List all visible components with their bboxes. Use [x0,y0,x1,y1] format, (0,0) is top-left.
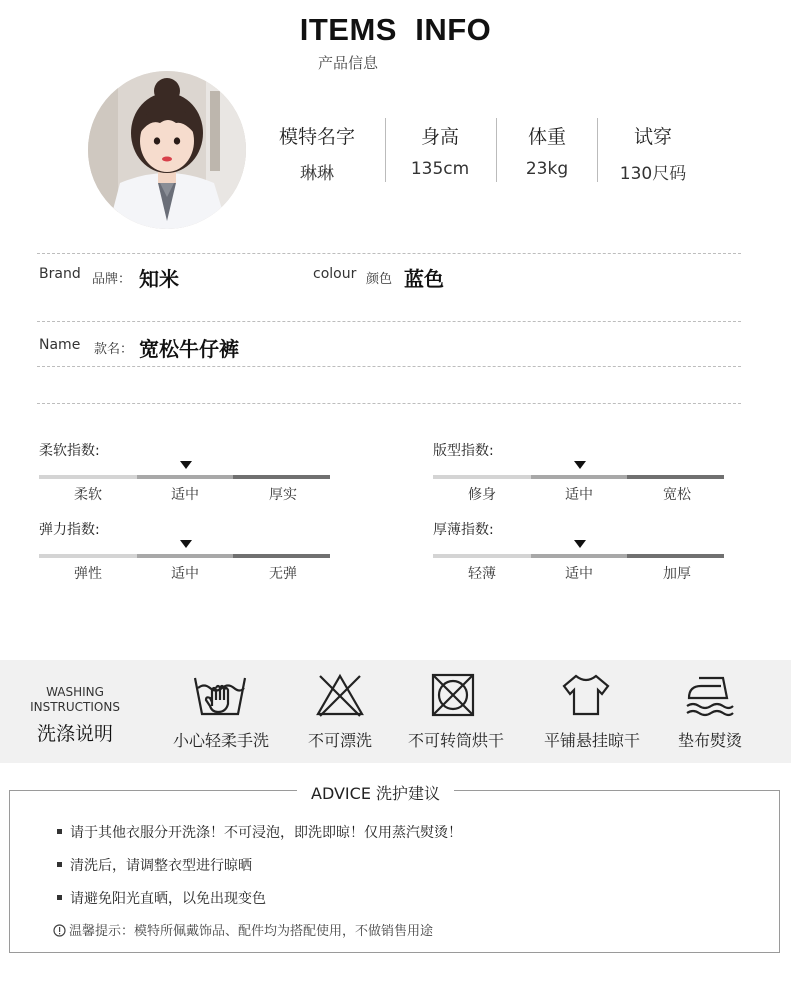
model-avatar [88,71,246,229]
bullet-icon [57,862,62,867]
colour-label-cn: 颜色 [366,272,393,287]
advice-item [57,822,462,842]
brand-label-en: Brand [39,266,81,282]
thickness-option: 轻薄 [468,566,496,582]
stat-label: 试穿 [633,126,672,148]
brand-label-cn: 品牌： [92,272,132,287]
wash-label: 不可转筒烘干 [407,731,504,750]
wash-label: 小心轻柔手洗 [172,731,269,750]
fit-bar-segment [531,475,627,479]
elasticity-index-title: 弹力指数: [39,522,100,538]
divider-dashed [37,403,741,404]
bullet-icon [57,829,62,834]
stat-value: 琳琳 [300,164,334,184]
elasticity-option: 无弹 [269,566,297,582]
advice-item [57,888,266,908]
colour-value: 蓝色 [404,267,444,291]
fit-bar-segment [433,475,531,479]
page-subtitle: 产品信息 [318,54,379,72]
thickness-bar-segment [627,554,724,558]
softness-selected-marker [180,461,192,469]
thickness-bar-segment [433,554,531,558]
softness-index-title: 柔软指数: [39,443,100,459]
wash-label: 不可漂洗 [307,731,372,750]
softness-option: 厚实 [269,487,297,503]
stat-divider [496,118,497,182]
fit-option: 宽松 [663,487,691,503]
elasticity-option: 弹性 [74,566,102,582]
divider-dashed [37,321,741,322]
thickness-bar-segment [531,554,627,558]
stat-value: 135cm [410,159,470,179]
thickness-index-title: 厚薄指数: [433,522,494,538]
elasticity-bar-segment [233,554,330,558]
stat-divider [597,118,598,182]
info-icon [53,924,66,937]
thickness-option: 加厚 [663,566,691,582]
name-label-en: Name [39,337,81,353]
stat-label: 体重 [527,126,566,148]
fit-selected-marker [574,461,586,469]
advice-text: 请于其他衣服分开洗涤！不可浸泡，即洗即晾！仅用蒸汽熨烫！ [70,825,462,841]
softness-bar-segment [39,475,137,479]
dry-flat-icon [560,672,612,722]
brand-value: 知米 [139,267,179,291]
washing-title-en [18,685,132,715]
softness-option: 适中 [171,487,199,503]
softness-option: 柔软 [74,487,102,503]
washing-title-cn: 洗涤说明 [36,723,113,745]
title-word-1: ITEMS [299,12,397,47]
fit-option: 修身 [468,487,496,503]
page-title [0,12,791,48]
stat-height [392,122,488,179]
name-label-cn: 款名： [94,342,134,357]
softness-bar-segment [137,475,233,479]
advice-text: 请避免阳光直晒，以免出现变色 [70,891,266,907]
advice-text: 清洗后，请调整衣型进行晾晒 [70,858,252,874]
warm-tip-text: 温馨提示：模特所佩戴饰品、配件均为搭配使用，不做销售用途 [69,924,434,939]
wash-label: 平铺悬挂晾干 [543,731,640,750]
fit-index-title: 版型指数: [433,443,494,459]
colour-label-en: colour [313,266,357,282]
stat-divider [385,118,386,182]
name-value: 宽松牛仔裤 [139,337,239,361]
hand-wash-icon [192,672,248,722]
thickness-option: 适中 [565,566,593,582]
fit-option: 适中 [565,487,593,503]
elasticity-bar-segment [137,554,233,558]
advice-item [57,855,252,875]
no-tumble-dry-icon [430,672,476,722]
stat-label: 模特名字 [278,126,355,148]
stat-value: 130尺码 [619,164,687,184]
iron-with-cloth-icon [683,672,735,722]
washing-title-en-line2: INSTRUCTIONS [30,700,120,714]
thickness-selected-marker [574,540,586,548]
title-word-2: INFO [415,12,492,47]
divider-dashed [37,253,741,254]
warm-tip [53,920,433,939]
elasticity-selected-marker [180,540,192,548]
softness-bar-segment [233,475,330,479]
stat-value: 23kg [525,159,569,179]
divider-dashed [37,366,741,367]
fit-bar-segment [627,475,724,479]
no-bleach-icon [314,672,366,722]
bullet-icon [57,895,62,900]
stat-model-name [268,122,366,184]
stat-try-size [604,122,702,184]
elasticity-option: 适中 [171,566,199,582]
washing-title-en-line1: WASHING [46,685,104,699]
elasticity-bar-segment [39,554,137,558]
stat-weight [500,122,594,179]
advice-title: ADVICE 洗护建议 [297,781,454,804]
wash-label: 垫布熨烫 [677,731,742,750]
stat-label: 身高 [420,126,459,148]
